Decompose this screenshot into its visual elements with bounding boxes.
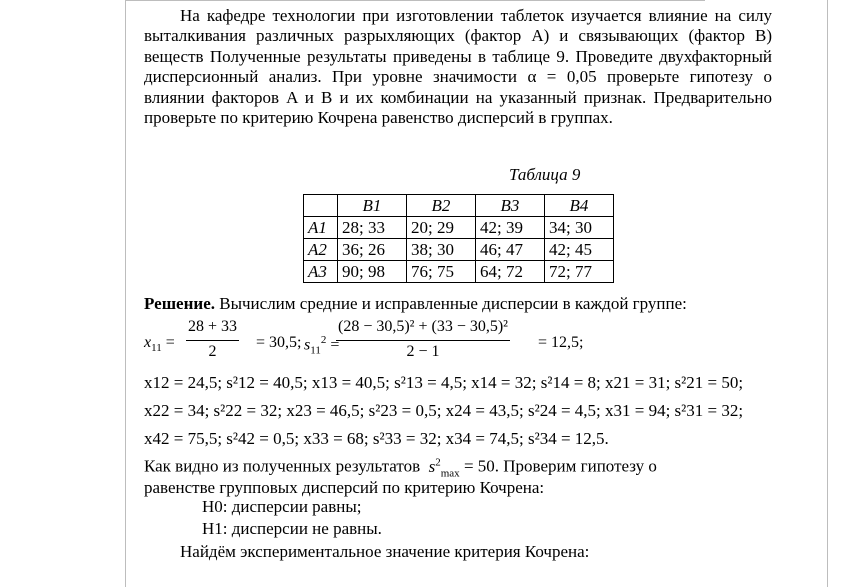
table-cell: 90; 98 [338, 261, 407, 283]
table-cell: 34; 30 [545, 217, 614, 239]
table-row [304, 217, 614, 239]
table-cell: 76; 75 [407, 261, 476, 283]
mean-variance-formula [144, 318, 764, 368]
solution-intro-text: Вычислим средние и исправленные дисперсии в каждой группе: [219, 294, 687, 313]
formula-variance-value: = 12,5; [538, 334, 584, 351]
row-header-a1: A1 [304, 217, 338, 239]
table-cell: 38; 30 [407, 239, 476, 261]
results-line-3: x42 = 75,5; s²42 = 0,5; x33 = 68; s²33 = 32; x34 = 74,5; s²34 = 12,5. [144, 429, 609, 448]
col-header-b2: B2 [407, 195, 476, 217]
cochran-intro-line: равенстве групповых дисперсий по критерию Кочрена: [144, 478, 545, 497]
table-cell: 46; 47 [476, 239, 545, 261]
table-cell: 36; 26 [338, 239, 407, 261]
table-cell: 28; 33 [338, 217, 407, 239]
max-text-start: Как видно из полученных результатов [144, 456, 421, 476]
max-variance-line [144, 456, 657, 479]
table-cell: 20; 29 [407, 217, 476, 239]
col-header-b3: B3 [476, 195, 545, 217]
page-border-top [125, 0, 705, 1]
col-header-b1: B1 [338, 195, 407, 217]
row-header-a3: A3 [304, 261, 338, 283]
formula-mean-denominator: 2 [186, 340, 239, 361]
formula-s11-symbol: $s_{11}^2$ = [304, 334, 340, 357]
table-caption: Таблица 9 [509, 165, 581, 184]
table-row [304, 239, 614, 261]
table-cell: 42; 39 [476, 217, 545, 239]
table-cell: 42; 45 [545, 239, 614, 261]
formula-mean-numerator: 28 + 33 [188, 318, 238, 335]
problem-statement: На кафедре технологии при изготовлении таблеток изучается влияние на силу выталкивания различных разрыхляющих (фактор А) и связывающих (фактор В) веществ Полученные результаты приведены в таблице 9. Проведите двухфакторный дисперсионный анализ. При уровне значимости α = 0,05 проверьте гипотезу о влиянии факторов A и B и их комбинации на указанный признак. Предварительно проверьте по критерию Кочрена равенство дисперсий в группах. [144, 6, 772, 128]
max-text-end: = 50. Проверим гипотезу о [463, 456, 657, 476]
data-table [303, 194, 614, 283]
max-variance-symbol: $s^2_{max}$ [428, 456, 460, 480]
results-line-2: x22 = 34; s²22 = 32; x23 = 46,5; s²23 = 0,5; x24 = 43,5; s²24 = 4,5; x31 = 94; s²31 = 32; [144, 401, 744, 420]
col-header-b4: B4 [545, 195, 614, 217]
formula-variance-denominator: 2 − 1 [336, 340, 510, 361]
formula-variance-fraction [336, 318, 510, 361]
table-cell: 72; 77 [545, 261, 614, 283]
solution-intro [144, 294, 687, 314]
results-line-1: x12 = 24,5; s²12 = 40,5; x13 = 40,5; s²13 = 4,5; x14 = 32; s²14 = 8; x21 = 31; s²21 = 50; [144, 373, 744, 392]
table-row [304, 261, 614, 283]
table-header-row [304, 195, 614, 217]
page-border-left [125, 0, 126, 587]
formula-x11-symbol: $x_{11}$ = [144, 334, 175, 355]
formula-mean-value: = 30,5; [256, 334, 302, 351]
row-header-a2: A2 [304, 239, 338, 261]
hypothesis-h0: H0: дисперсии равны; [202, 497, 362, 516]
table-cell: 64; 72 [476, 261, 545, 283]
formula-mean-fraction [186, 318, 239, 361]
solution-label: Решение. [144, 294, 215, 313]
hypothesis-h1: H1: дисперсии не равны. [202, 519, 382, 538]
page-border-right [827, 0, 828, 587]
table-corner [304, 195, 338, 217]
formula-variance-numerator: (28 − 30,5)² + (33 − 30,5)² [338, 318, 508, 335]
cochran-compute-line: Найдём экспериментальное значение критерия Кочрена: [180, 542, 590, 561]
